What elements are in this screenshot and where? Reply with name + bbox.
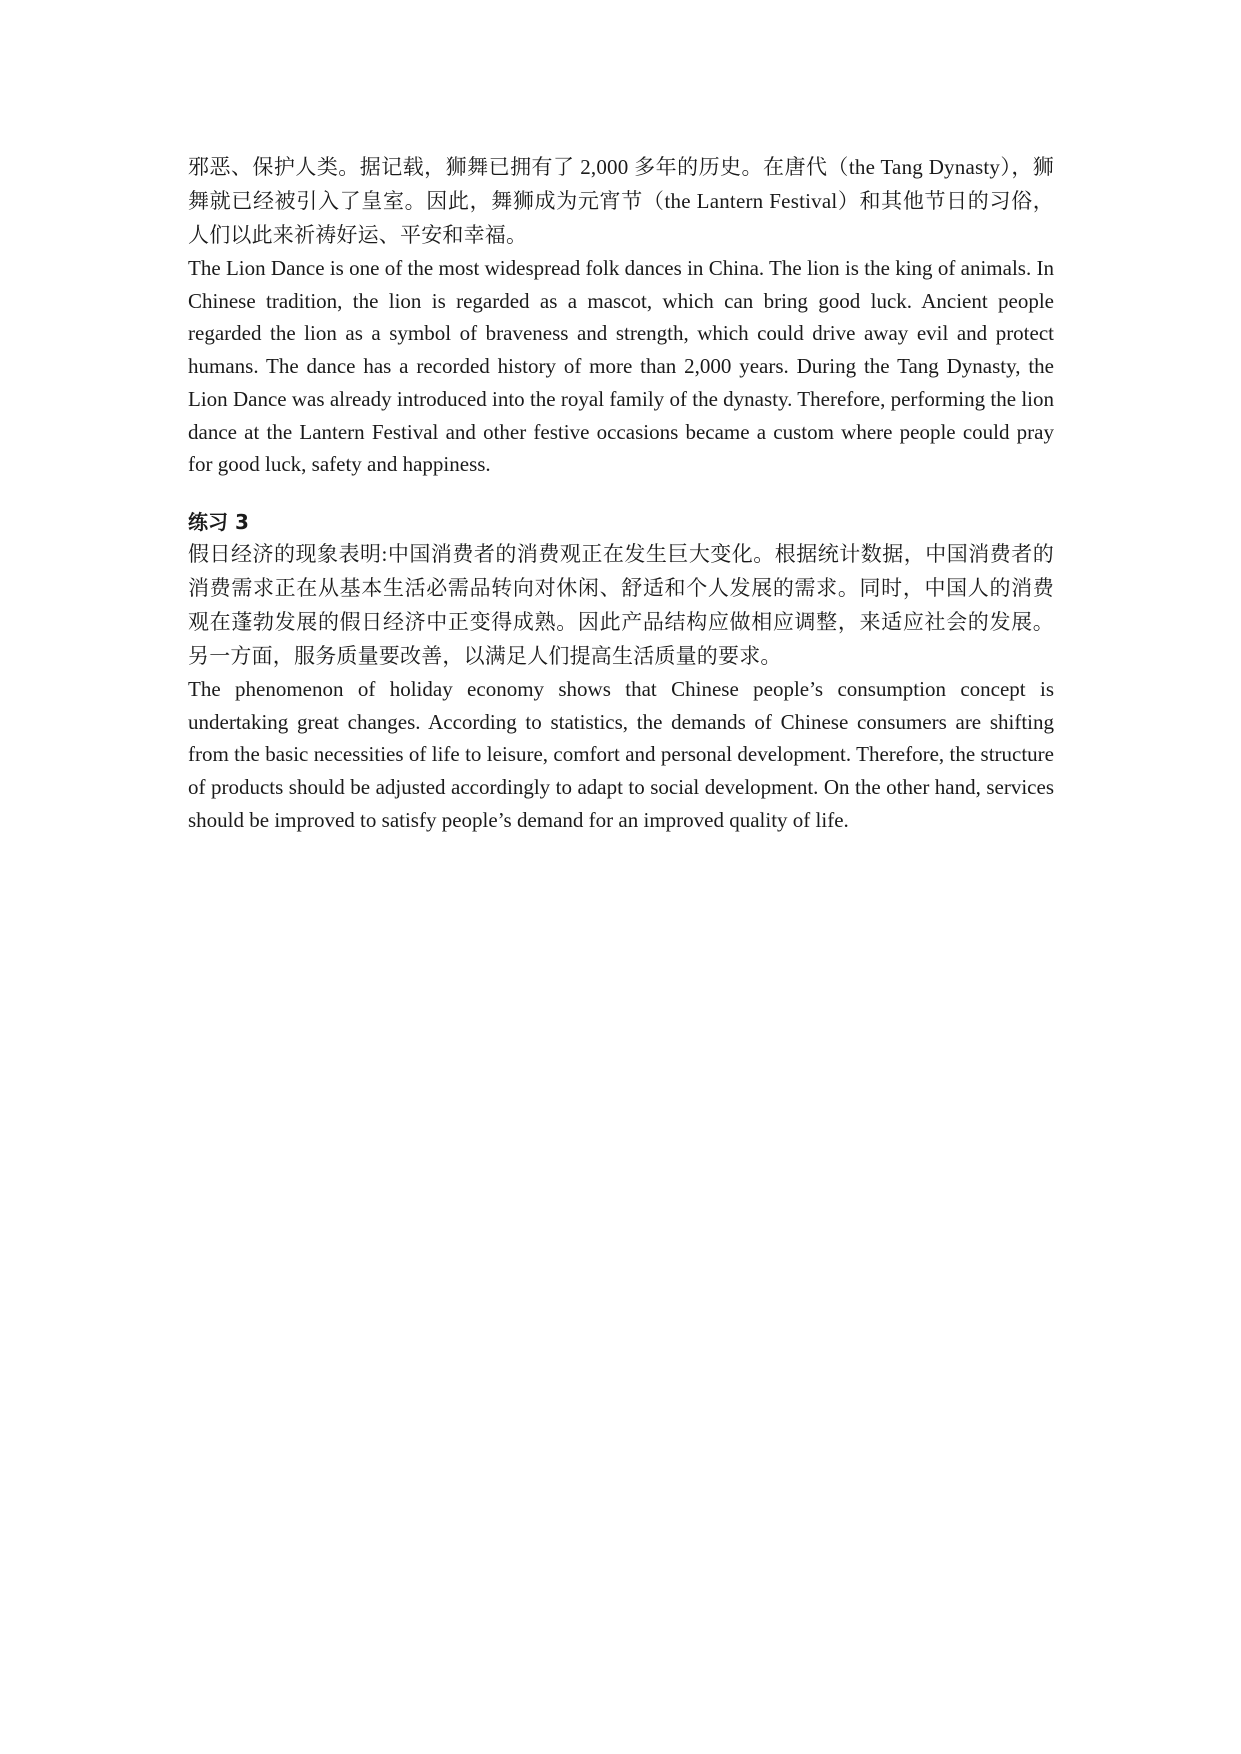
section-spacer [188, 481, 1054, 507]
holiday-economy-chinese-paragraph: 假日经济的现象表明:中国消费者的消费观正在发生巨大变化。根据统计数据，中国消费者的消费需求正在从基本生活必需品转向对休闲、舒适和个人发展的需求。同时，中国人的消费观在蓬勃发展的假日经济中正变得成熟。因此产品结构应做相应调整，来适应社会的发展。另一方面，服务质量要改善，以满足人们提高生活质量的要求。 [188, 541, 1054, 668]
holiday-economy-english-paragraph: The phenomenon of holiday economy shows that Chinese people’s consumption concept is undertaking great changes. According to statistics, the demands of Chinese consumers are shifting from the basic necessities of life to leisure, comfort and personal development. Therefore, the structure of products should be adjusted accordingly to adapt to social development. On the other hand, services should be improved to satisfy people’s demand for an improved quality of life. [188, 676, 1054, 832]
exercise-3-heading: 练习 3 [188, 509, 249, 534]
lion-dance-english-paragraph: The Lion Dance is one of the most widespread folk dances in China. The lion is the king of animals. In Chinese tradition, the lion is regarded as a mascot, which can bring good luck. Ancient people regarded the lion as a symbol of braveness and strength, which could drive away evil and protect humans. The dance has a recorded history of more than 2,000 years. During the Tang Dynasty, the Lion Dance was already introduced into the royal family of the dynasty. Therefore, performing the lion dance at the Lantern Festival and other festive occasions became a custom where people could pray for good luck, safety and happiness. [188, 256, 1054, 477]
lion-dance-chinese-paragraph: 邪恶、保护人类。据记载，狮舞已拥有了 2,000 多年的历史。在唐代（the Tang Dynasty），狮舞就已经被引入了皇室。因此，舞狮成为元宵节（the Lantern Festival）和其他节日的习俗，人们以此来祈祷好运、平安和幸福。 [188, 155, 1054, 247]
document-page [188, 150, 1054, 836]
